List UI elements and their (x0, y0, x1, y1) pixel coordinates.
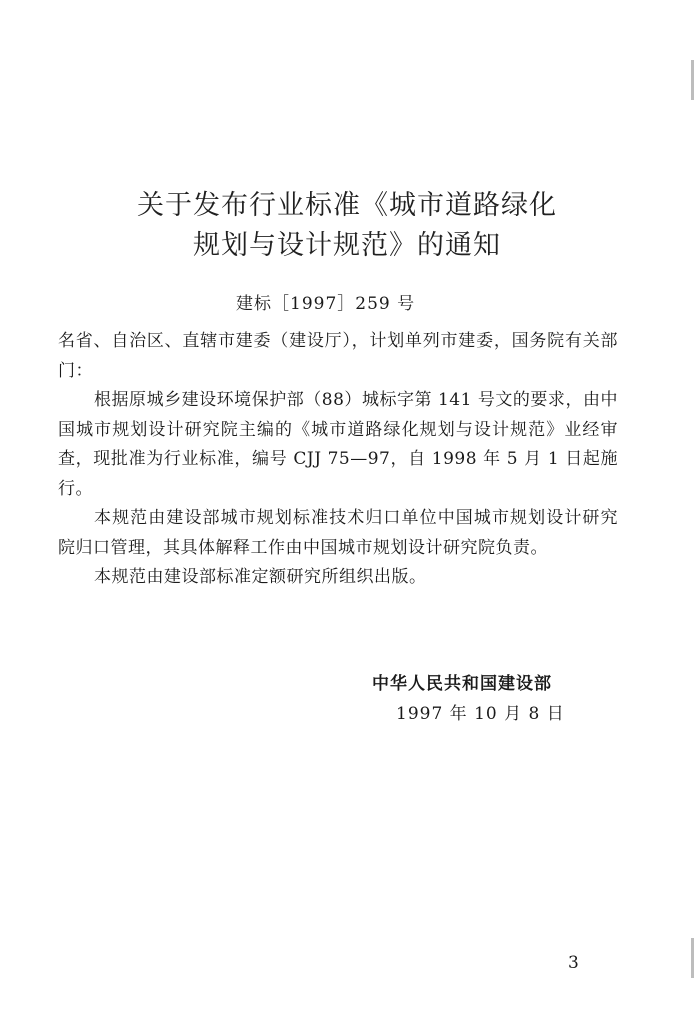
issue-date: 1997 年 10 月 8 日 (396, 704, 565, 724)
page-number: 3 (568, 953, 579, 973)
issuing-authority: 中华人民共和国建设部 (372, 674, 552, 694)
notice-title (0, 186, 694, 266)
management-paragraph: 本规范由建设部城市规划标准技术归口单位中国城市规划设计研究院归口管理，其具体解释工作由中国城市规划设计研究院负责。 (58, 508, 618, 558)
document-number: 建标［1997］259 号 (236, 294, 416, 314)
approval-paragraph: 根据原城乡建设环境保护部（88）城标字第 141 号文的要求，由中国城市规划设计研究院主编的《城市道路绿化规划与设计规范》业经审查，现批准为行业标准，编号 CJJ 75—97，自 1998 年 5 月 1 日起施行。 (58, 390, 618, 499)
addressee-paragraph: 名省、自治区、直辖市建委（建设厅），计划单列市建委，国务院有关部门： (58, 331, 618, 381)
title-line-2: 规划与设计规范》的通知 (193, 230, 501, 261)
notice-body (58, 327, 618, 593)
title-line-1: 关于发布行业标准《城市道路绿化 (137, 190, 557, 221)
publication-paragraph: 本规范由建设部标准定额研究所组织出版。 (94, 567, 427, 587)
